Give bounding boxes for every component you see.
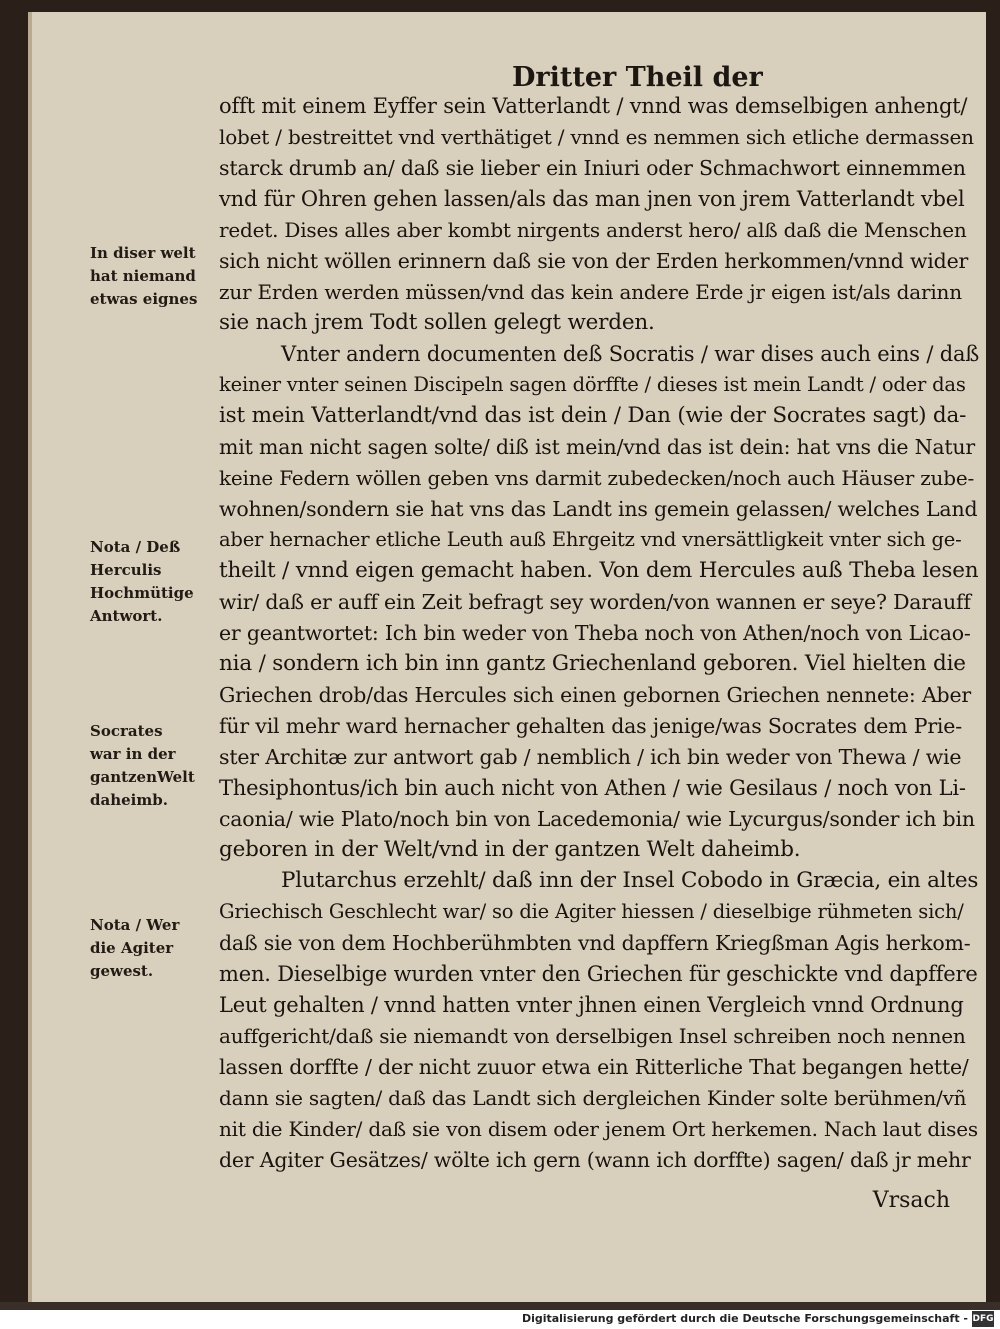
text-line: lassen dorffte / der nicht zuuor etwa ein Ritterliche That begangen hette/ [219,1055,969,1079]
text-line: für vil mehr ward hernacher gehalten das jenige/was Socrates dem Prie- [219,714,962,738]
dfg-logo: DFG [972,1311,994,1327]
margin-note [90,914,240,983]
text-line: der Agiter Gesätzes/ wölte ich gern (wann ich dorffte) sagen/ daß jr mehr [219,1148,971,1172]
margin-note-line: die Agiter [90,939,174,957]
text-line: lobet / bestreittet vnd verthätiget / vnnd es nemmen sich etliche dermassen [219,125,974,149]
text-line: caonia/ wie Plato/noch bin von Lacedemonia/ wie Lycurgus/sonder ich bin [219,807,975,831]
text-line: Vnter andern documenten deß Socratis / war dises auch eins / daß [281,342,980,366]
funding-credit: Digitalisierung gefördert durch die Deutsche Forschungsgemeinschaft - [521,1312,968,1325]
margin-note-line: Nota / Wer [90,916,180,934]
text-line: Plutarchus erzehlt/ daß inn der Insel Cobodo in Græcia, ein altes [281,868,979,893]
text-line: redet. Dises alles aber kombt nirgents anderst hero/ alß daß die Menschen [219,218,967,242]
margin-note-line: Socrates [90,722,163,740]
margin-note-line: gewest. [90,962,154,980]
text-line: keiner vnter seinen Discipeln sagen dörffte / dieses ist mein Landt / oder das [219,373,966,396]
text-line: offt mit einem Eyffer sein Vatterlandt / vnnd was demselbigen anhengt/ [219,94,968,118]
text-line: sie nach jrem Todt sollen gelegt werden. [219,310,655,335]
margin-note-line: war in der [90,745,176,763]
text-line: daß sie von dem Hochberühmbten vnd dapffern Kriegßman Agis herkom- [219,931,971,955]
text-line: wohnen/sondern sie hat vns das Landt ins gemein gelassen/ welches Land [219,497,978,521]
text-line: starck drumb an/ daß sie lieber ein Iniuri oder Schmachwort einnemmen [219,156,966,180]
running-head: Dritter Theil der [512,62,763,93]
margin-note-line: Hochmütige [90,584,194,602]
margin-note-line: Antwort. [90,607,163,625]
text-line: sich nicht wöllen erinnern daß sie von der Erden herkommen/vnnd wider [219,249,969,273]
text-line: Griechen drob/das Hercules sich einen gebornen Griechen nennete: Aber [219,683,972,707]
margin-note [90,242,240,311]
text-line: men. Dieselbige wurden vnter den Griechen für geschickte vnd dapffere [219,962,978,986]
text-line: Leut gehalten / vnnd hatten vnter jhnen einen Vergleich vnnd Ordnung [219,993,964,1017]
text-line: aber hernacher etliche Leuth auß Ehrgeitz vnd vnersättligkeit vnter sich ge- [219,528,962,551]
text-line: er geantwortet: Ich bin weder von Theba noch von Athen/noch von Licao- [219,621,971,645]
text-line: keine Federn wöllen geben vns darmit zubedecken/noch auch Häuser zube- [219,466,975,490]
text-line: nia / sondern ich bin inn gantz Griechenland geboren. Viel hielten die [219,651,966,676]
margin-note [90,536,240,628]
text-line: mit man nicht sagen solte/ diß ist mein/vnd das ist dein: hat vns die Natur [219,435,976,459]
text-line: nit die Kinder/ daß sie von disem oder jenem Ort herkemen. Nach laut dises [219,1117,978,1141]
text-line: theilt / vnnd eigen gemacht haben. Von dem Hercules auß Theba lesen [219,558,979,583]
text-line: zur Erden werden müssen/vnd das kein andere Erde jr eigen ist/als darinn [219,280,962,304]
text-line: ster Architæ zur antwort gab / nemblich / ich bin weder von Thewa / wie [219,745,962,769]
margin-note-line: Herculis [90,561,162,579]
page-edge-shadow [0,1302,1000,1310]
text-line: ist mein Vatterlandt/vnd das ist dein / Dan (wie der Socrates sagt) da- [219,403,967,428]
margin-note-line: etwas eignes [90,290,198,308]
margin-note-line: daheimb. [90,791,168,809]
text-line: Griechisch Geschlecht war/ so die Agiter hiessen / dieselbige rühmeten sich/ [219,900,964,923]
margin-note-line: Nota / Deß [90,538,181,556]
text-line: wir/ daß er auff ein Zeit befragt sey worden/von wannen er seye? Darauff [219,590,971,614]
text-line: dann sie sagten/ daß das Landt sich dergleichen Kinder solte berühmen/vñ [219,1086,967,1110]
margin-note-line: gantzenWelt [90,768,195,786]
text-line: auffgericht/daß sie niemandt von derselbigen Insel schreiben noch nennen [219,1024,966,1048]
margin-note [90,720,240,812]
margin-note-line: In diser welt [90,244,196,262]
margin-note-line: hat niemand [90,267,196,285]
book-page [28,12,986,1308]
catchword: Vrsach [872,1188,950,1213]
text-line: geboren in der Welt/vnd in der gantzen Welt daheimb. [219,837,801,862]
text-line: vnd für Ohren gehen lassen/als das man jnen von jrem Vatterlandt vbel [219,187,965,211]
text-line: Thesiphontus/ich bin auch nicht von Athen / wie Gesilaus / noch von Li- [219,776,966,800]
